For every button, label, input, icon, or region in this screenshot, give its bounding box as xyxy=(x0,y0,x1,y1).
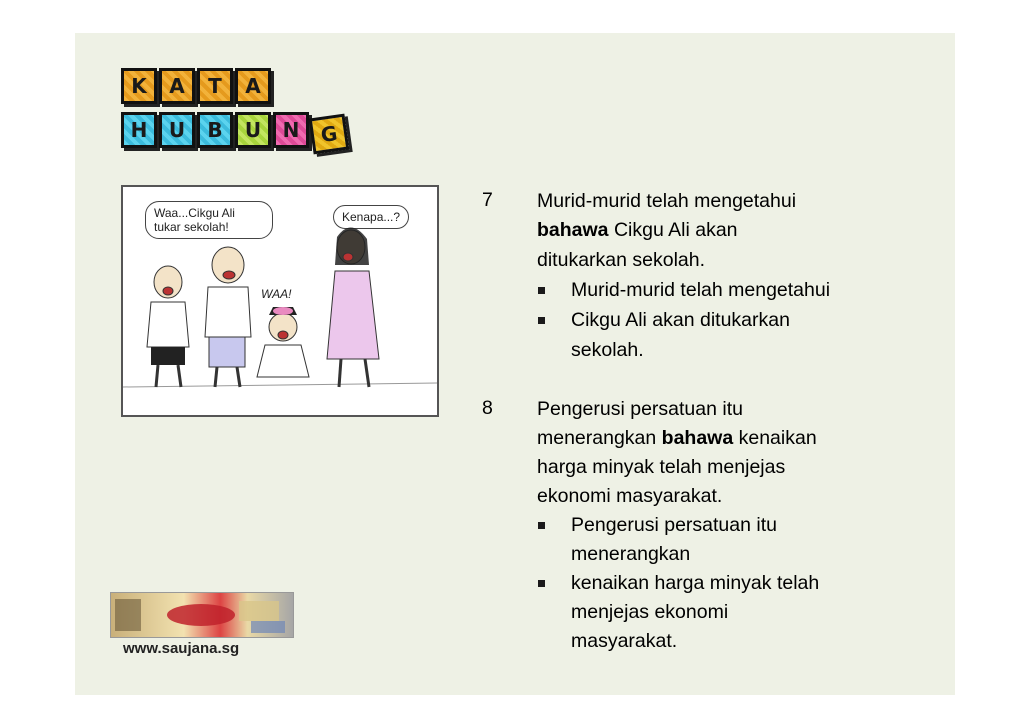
keyword-bahawa: bahawa xyxy=(661,427,734,449)
title-tile: K xyxy=(121,68,157,104)
item-number: 8 xyxy=(482,397,493,419)
speech-bubble-right: Kenapa...? xyxy=(333,205,409,229)
item-text-fragment: Cikgu Ali akan xyxy=(608,219,738,241)
cartoon-image xyxy=(121,185,439,417)
saujana-logo xyxy=(110,592,294,638)
bullet-icon xyxy=(538,522,545,529)
bullet-icon xyxy=(538,317,545,324)
item-text-line: harga minyak telah menjejas xyxy=(537,456,786,478)
item-text-line xyxy=(537,426,817,450)
bullet-text: masyarakat. xyxy=(571,630,678,652)
website-url[interactable]: www.saujana.sg xyxy=(123,640,240,657)
title-tile: A xyxy=(159,68,195,104)
item-number: 7 xyxy=(482,189,493,211)
bullet-text: Murid-murid telah mengetahui xyxy=(571,279,831,301)
item-text-line: Murid-murid telah mengetahui xyxy=(537,190,797,212)
item-text-line: ekonomi masyarakat. xyxy=(537,485,723,507)
keyword-bahawa: bahawa xyxy=(537,219,609,241)
logo-graphic xyxy=(111,593,293,637)
title-tile: T xyxy=(197,68,233,104)
bullet-text: Cikgu Ali akan ditukarkan xyxy=(571,309,790,331)
item-text-line: ditukarkan sekolah. xyxy=(537,249,706,271)
title-tile: B xyxy=(197,112,233,148)
item-text-fragment: kenaikan xyxy=(733,427,817,449)
bullet-text: Pengerusi persatuan itu xyxy=(571,514,777,536)
item-text-line: Pengerusi persatuan itu xyxy=(537,398,743,420)
title-tile: G xyxy=(309,114,350,155)
title-tile: A xyxy=(235,68,271,104)
cartoon-drawing xyxy=(123,187,437,415)
title-tile: U xyxy=(159,112,195,148)
bullet-text: kenaikan harga minyak telah xyxy=(571,572,820,594)
bullet-text: menjejas ekonomi xyxy=(571,601,729,623)
title-tile: U xyxy=(235,112,271,148)
bullet-text: sekolah. xyxy=(571,339,644,361)
cartoon-exclamation: WAA! xyxy=(261,287,292,301)
item-text-line xyxy=(537,218,738,242)
item-text-fragment: menerangkan xyxy=(537,427,662,449)
bullet-text: menerangkan xyxy=(571,543,691,565)
speech-bubble-left: Waa...Cikgu Ali tukar sekolah! xyxy=(145,201,273,239)
bullet-icon xyxy=(538,287,545,294)
title-tile: N xyxy=(273,112,309,148)
bullet-icon xyxy=(538,580,545,587)
title-tile: H xyxy=(121,112,157,148)
